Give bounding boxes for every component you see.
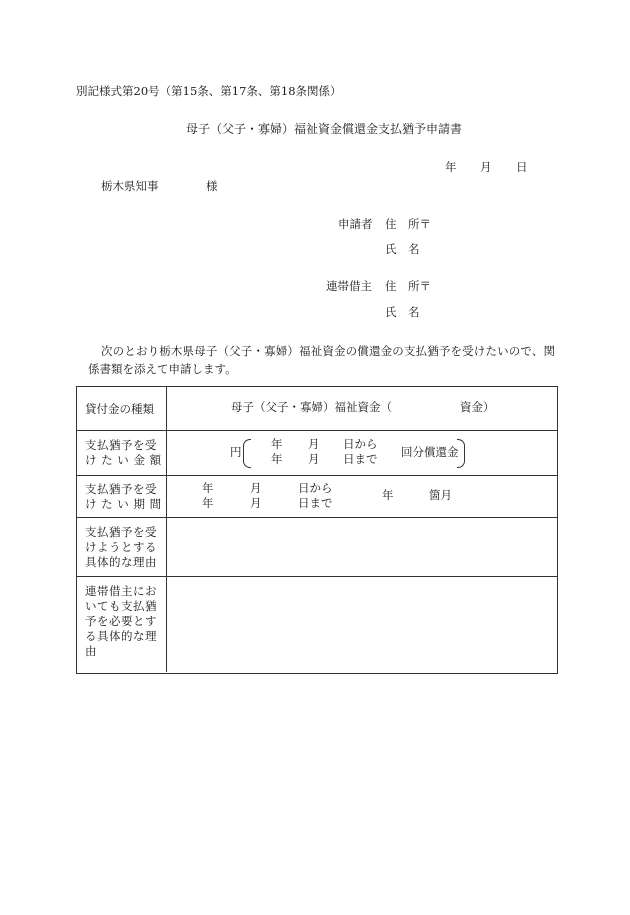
addressee-name: 栃木県知事 — [101, 179, 159, 193]
date-year-label: 年 — [445, 160, 457, 174]
form-title: 母子（父子・寡婦）福祉資金償還金支払猶予申請書 — [186, 122, 463, 136]
period-duration-year: 年 — [382, 488, 394, 502]
amount-from-year: 年 — [271, 437, 283, 451]
period-from-day: 日から — [298, 481, 333, 495]
applicant-address-label: 住 所〒 — [385, 217, 431, 231]
guarantor-reason-input-area[interactable] — [167, 577, 556, 672]
amount-from-day: 日から — [343, 437, 378, 451]
period-duration-month: 箇月 — [429, 488, 452, 502]
period-to-day: 日まで — [298, 496, 333, 510]
loan-type-prefix: 母子（父子・寡婦）福祉資金（ — [231, 400, 392, 414]
application-table — [76, 386, 558, 674]
guarantor-address-label: 住 所〒 — [385, 279, 431, 293]
loan-type-label: 貸付金の種類 — [85, 402, 154, 416]
period-from-year: 年 — [202, 481, 214, 495]
right-bracket — [457, 439, 465, 468]
deferral-amount-label: 支払猶予を受 け た い 金 額 — [85, 438, 162, 467]
body-text-line-2: 係書類を添えて申請します。 — [88, 362, 237, 376]
period-from-month: 月 — [250, 481, 262, 495]
guarantor-role: 連帯借主 — [326, 279, 372, 293]
date-day-label: 日 — [516, 160, 528, 174]
guarantor-reason-label: 連帯借主にお いても支払猶 予を必要とす る具体的な理 由 — [85, 584, 157, 658]
amount-to-year: 年 — [271, 452, 283, 466]
addressee-honorific: 様 — [206, 179, 218, 193]
guarantor-name-label: 氏 名 — [385, 305, 420, 319]
applicant-name-label: 氏 名 — [385, 242, 420, 256]
form-number: 別記様式第20号（第15条、第17条、第18条関係） — [76, 84, 342, 98]
installments-label: 回分償還金 — [401, 445, 459, 459]
period-to-year: 年 — [202, 496, 214, 510]
amount-yen-label: 円 — [230, 445, 242, 459]
left-bracket — [243, 439, 251, 468]
applicant-role: 申請者 — [338, 217, 373, 231]
period-to-month: 月 — [250, 496, 262, 510]
table-row-deferral-amount — [77, 431, 557, 476]
loan-type-suffix: 資金） — [460, 400, 495, 414]
amount-to-month: 月 — [308, 452, 320, 466]
amount-to-day: 日まで — [343, 452, 378, 466]
table-row-guarantor-reason — [77, 577, 557, 672]
body-text-line-1: 次のとおり栃木県母子（父子・寡婦）福祉資金の償還金の支払猶予を受けたいので、関 — [101, 344, 556, 358]
amount-from-month: 月 — [308, 437, 320, 451]
table-row-reason — [77, 518, 557, 577]
table-row-loan-type — [77, 387, 557, 431]
table-row-deferral-period — [77, 476, 557, 518]
date-month-label: 月 — [480, 160, 492, 174]
reason-input-area[interactable] — [167, 518, 556, 576]
deferral-period-label: 支払猶予を受 け た い 期 間 — [85, 482, 162, 511]
reason-label: 支払猶予を受 けようとする 具体的な理由 — [85, 525, 157, 569]
